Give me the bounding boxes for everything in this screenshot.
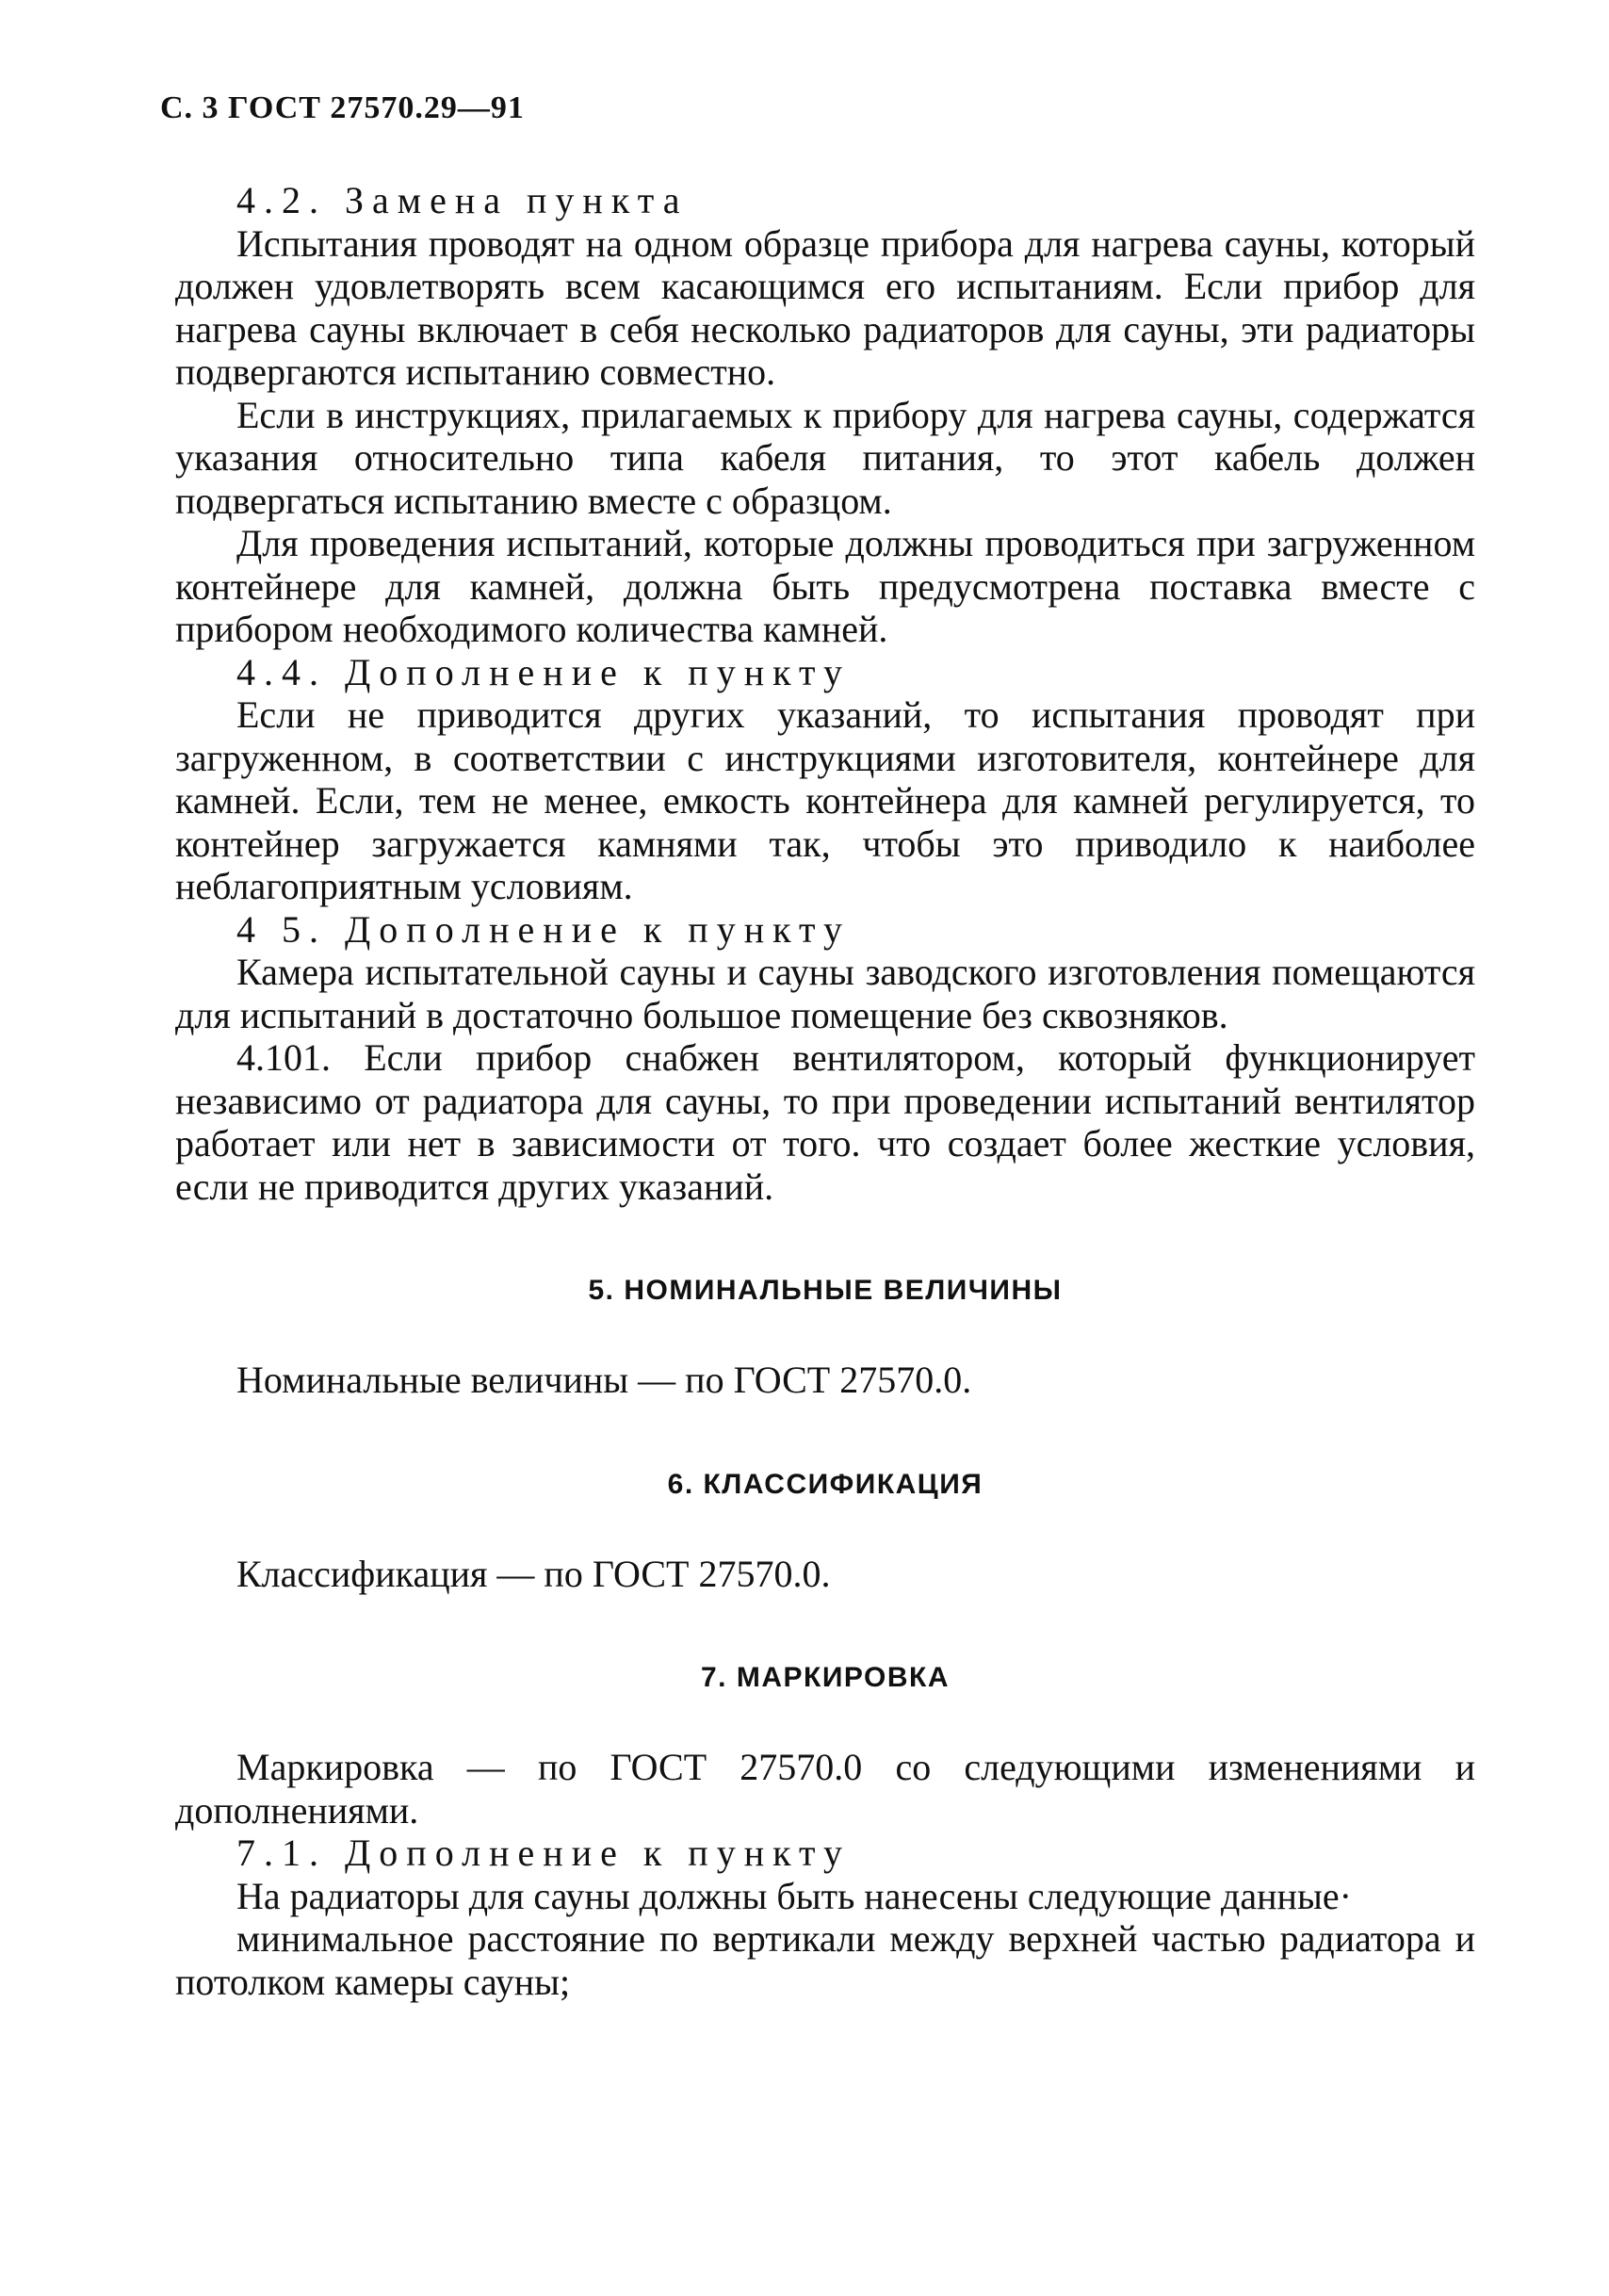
section-5-text: Номинальные величины — по ГОСТ 27570.0. — [236, 1359, 972, 1401]
clause-4-2-title: 4.2. Замена пункта — [236, 179, 689, 221]
section-6-text: Классификация — по ГОСТ 27570.0. — [236, 1552, 831, 1595]
clause-4-4-title: 4.4. Дополнение к пункту — [236, 650, 851, 693]
clause-4-4-paragraph: Если не приводится других указаний, то испытания проводят при загруженном, в соответствии с инструкциями изготовителя, контейнере для камней. Если, тем не менее, емкость контейнера для камней регулируется, то контейнер загружается камнями так, чтобы это приводило к наиболее неблагоприятным условиям. — [175, 693, 1475, 907]
clause-7-1-list-item: минимальное расстояние по вертикали между верхней частью радиатора и потолком камеры сауны; — [175, 1917, 1475, 2003]
section-7-text: Маркировка — по ГОСТ 27570.0 со следующими изменениями и дополнениями. — [175, 1746, 1475, 1832]
clause-4-2-paragraph-2: Если в инструкциях, прилагаемых к прибору для нагрева сауны, содержатся указания относительно типа кабеля питания, то этот кабель должен подвергаться испытанию вместе с образцом. — [175, 393, 1475, 522]
section-6-heading: 6. КЛАССИФИКАЦИЯ — [667, 1468, 983, 1500]
clause-7-1-title: 7.1. Дополнение к пункту — [236, 1832, 851, 1874]
clause-7-1-paragraph: На радиаторы для сауны должны быть нанесены следующие данные· — [236, 1874, 1352, 1917]
clause-4-5-paragraph: Камера испытательной сауны и сауны заводского изготовления помещаются для испытаний в достаточно большое помещение без сквозняков. — [175, 951, 1475, 1036]
clause-4-2-paragraph-1: Испытания проводят на одном образце прибора для нагрева сауны, который должен удовлетворять всем касающимся его испытаниям. Если прибор для нагрева сауны включает в себя несколько радиаторов для сауны, эти радиаторы подвергаются испытанию совместно. — [175, 221, 1475, 393]
page-header: С. 3 ГОСТ 27570.29—91 — [160, 90, 525, 125]
clause-4-101-paragraph: 4.101. Если прибор снабжен вентилятором, который функционирует независимо от радиатора для сауны, то при проведении испытаний вентилятор работает или нет в зависимости от того. что создает более жесткие условия, если не приводится других указаний. — [175, 1036, 1475, 1208]
clause-4-5-title: 4 5. Дополнение к пункту — [236, 907, 851, 951]
section-5-heading: 5. НОМИНАЛЬНЫЕ ВЕЛИЧИНЫ — [588, 1275, 1063, 1306]
clause-4-2-paragraph-3: Для проведения испытаний, которые должны проводиться при загруженном контейнере для камней, должна быть предусмотрена поставка вместе с прибором необходимого количества камней. — [175, 522, 1475, 650]
section-7-heading: 7. МАРКИРОВКА — [701, 1662, 950, 1693]
document-body — [175, 179, 1475, 2003]
